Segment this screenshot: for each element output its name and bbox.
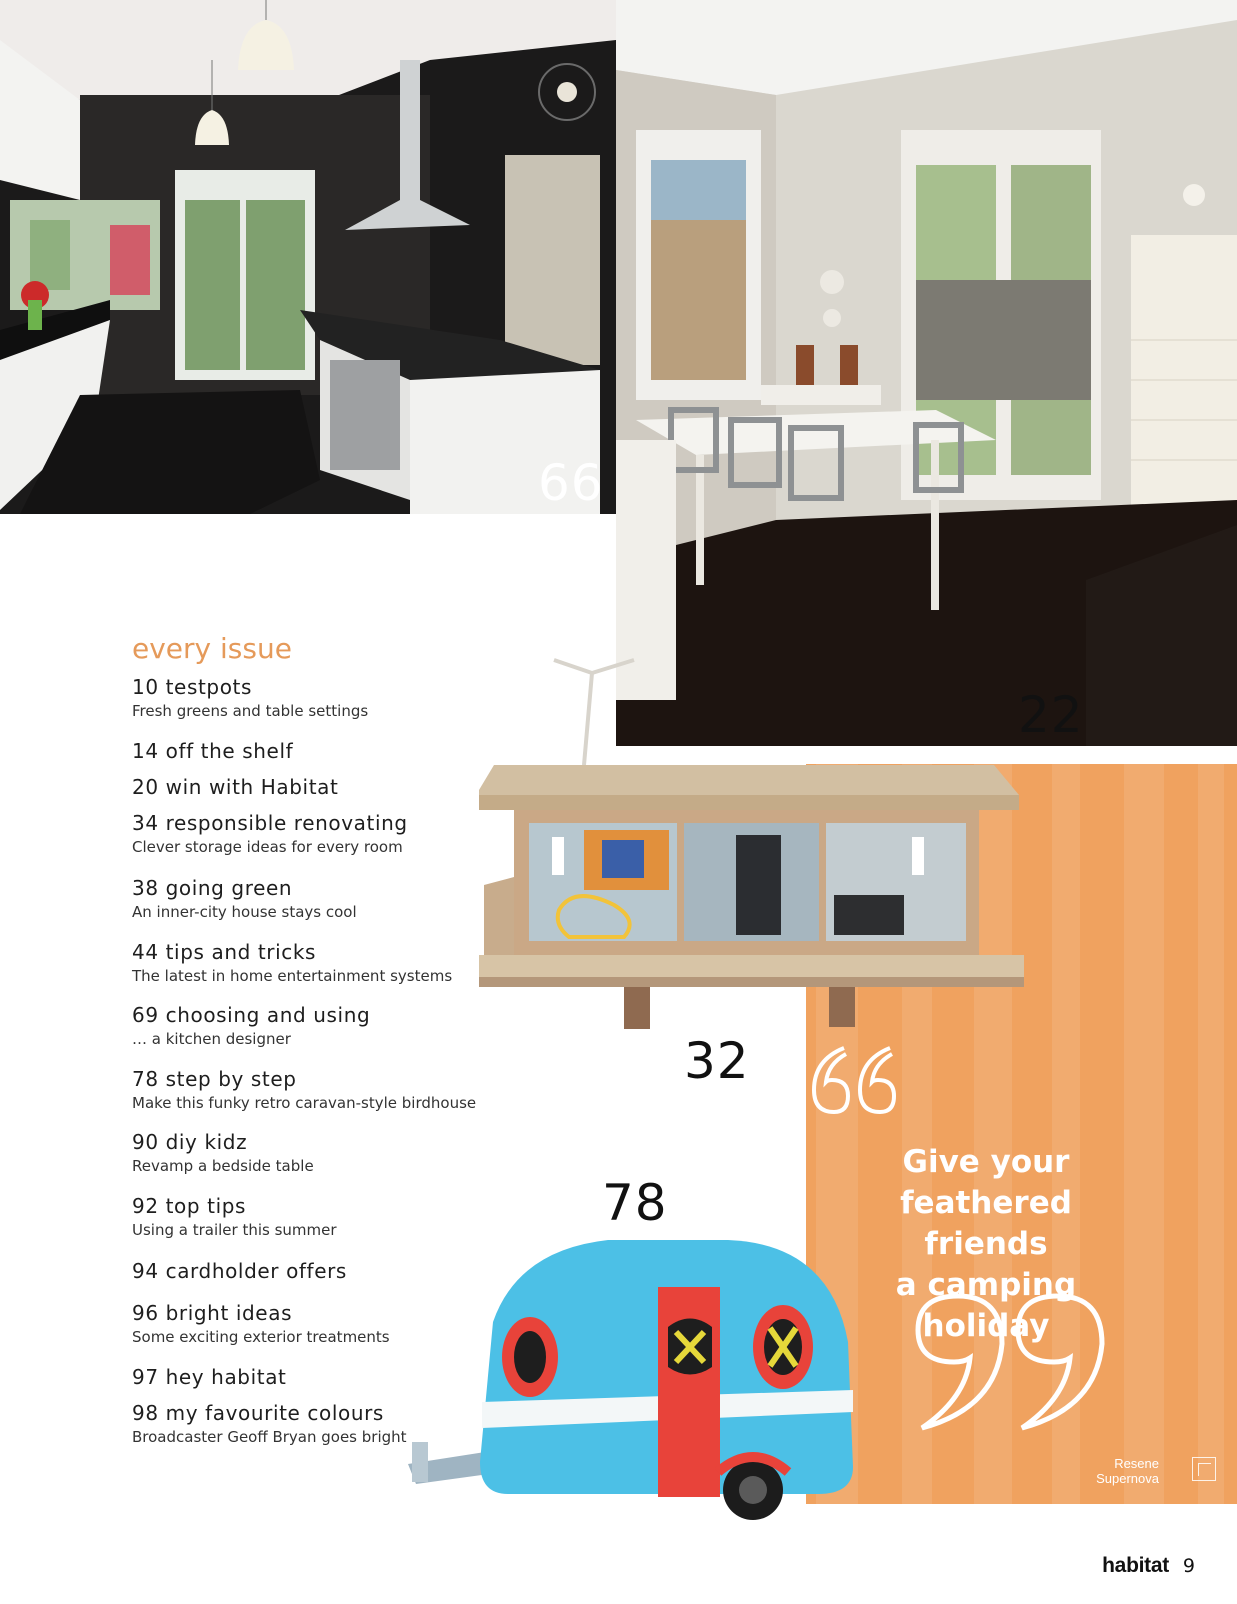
toc-item-title: 92 top tips <box>132 1194 247 1219</box>
toc-item-subtitle: An inner-city house stays cool <box>132 902 357 921</box>
page-reference-22: 22 <box>1018 686 1084 744</box>
paint-colour-name: Supernova <box>1096 1471 1159 1486</box>
toc-item-title: 90 diy kidz <box>132 1129 248 1154</box>
toc-item-title: 20 win with Habitat <box>132 775 339 800</box>
toc-item[interactable] <box>132 1130 492 1177</box>
toc-item-title: 14 off the shelf <box>132 739 294 764</box>
toc-item[interactable] <box>132 1003 492 1050</box>
toc-item-title: 98 my favourite colours <box>132 1401 384 1426</box>
dining-photo <box>616 0 1237 746</box>
toc-item-subtitle: Clever storage ideas for every room <box>132 838 403 857</box>
birdhouse-photo <box>474 655 1034 1035</box>
kitchen-photo <box>0 0 616 514</box>
kitchen-illustration <box>0 0 616 514</box>
magazine-brand: habitat <box>1102 1554 1169 1577</box>
pullquote <box>836 1142 1136 1347</box>
toc-item-title: 96 bright ideas <box>132 1300 293 1325</box>
toc-item[interactable] <box>132 1365 492 1389</box>
toc-item-title: 69 choosing and using <box>132 1002 371 1027</box>
toc-item[interactable] <box>132 1301 492 1348</box>
toc-item-title: 94 cardholder offers <box>132 1258 347 1283</box>
pullquote-line: a camping <box>895 1267 1077 1303</box>
page-footer <box>1102 1554 1195 1578</box>
pullquote-line: Give your <box>902 1144 1070 1180</box>
paint-brand: Resene <box>1114 1456 1159 1471</box>
toc-item-subtitle: … a kitchen designer <box>132 1029 291 1048</box>
toc-item[interactable] <box>132 811 492 858</box>
toc-item-title: 78 step by step <box>132 1067 297 1092</box>
toc-item[interactable] <box>132 876 492 923</box>
toc-item-title: 10 testpots <box>132 674 253 699</box>
toc-item-subtitle: Fresh greens and table settings <box>132 701 369 720</box>
toc-item[interactable] <box>132 1401 492 1448</box>
toc-item-subtitle: The latest in home entertainment systems <box>132 967 453 986</box>
pullquote-line: holiday <box>922 1308 1050 1344</box>
toc-item[interactable] <box>132 675 492 722</box>
toc-item-subtitle: Revamp a bedside table <box>132 1156 314 1175</box>
toc-item[interactable] <box>132 1194 492 1241</box>
paint-swatch-icon <box>1192 1457 1216 1481</box>
toc-item-subtitle: Using a trailer this summer <box>132 1221 337 1240</box>
toc-item[interactable] <box>132 775 492 799</box>
pullquote-line: feathered friends <box>900 1185 1072 1262</box>
page-reference-78: 78 <box>602 1174 668 1232</box>
page-number: 9 <box>1182 1555 1195 1577</box>
toc-item[interactable] <box>132 739 492 763</box>
every-issue-contents <box>132 634 492 1448</box>
page-reference-32: 32 <box>684 1032 750 1090</box>
paint-colour-credit <box>1096 1456 1159 1486</box>
toc-item-subtitle: Some exciting exterior treatments <box>132 1327 390 1346</box>
page-reference-66: 66 <box>538 454 604 512</box>
dining-illustration <box>616 0 1237 746</box>
toc-item-title: 34 responsible renovating <box>132 811 408 836</box>
toc-item[interactable] <box>132 1259 492 1283</box>
toc-item[interactable] <box>132 940 492 987</box>
toc-item-title: 38 going green <box>132 875 293 900</box>
toc-heading: every issue <box>132 632 292 665</box>
toc-item-title: 44 tips and tricks <box>132 940 317 965</box>
toc-item-title: 97 hey habitat <box>132 1365 287 1390</box>
open-quote-icon <box>806 1042 906 1122</box>
toc-item-subtitle: Broadcaster Geoff Bryan goes bright <box>132 1428 407 1447</box>
toc-item[interactable] <box>132 1067 492 1114</box>
toc-item-subtitle: Make this funky retro caravan-style birdhouse <box>132 1094 477 1113</box>
